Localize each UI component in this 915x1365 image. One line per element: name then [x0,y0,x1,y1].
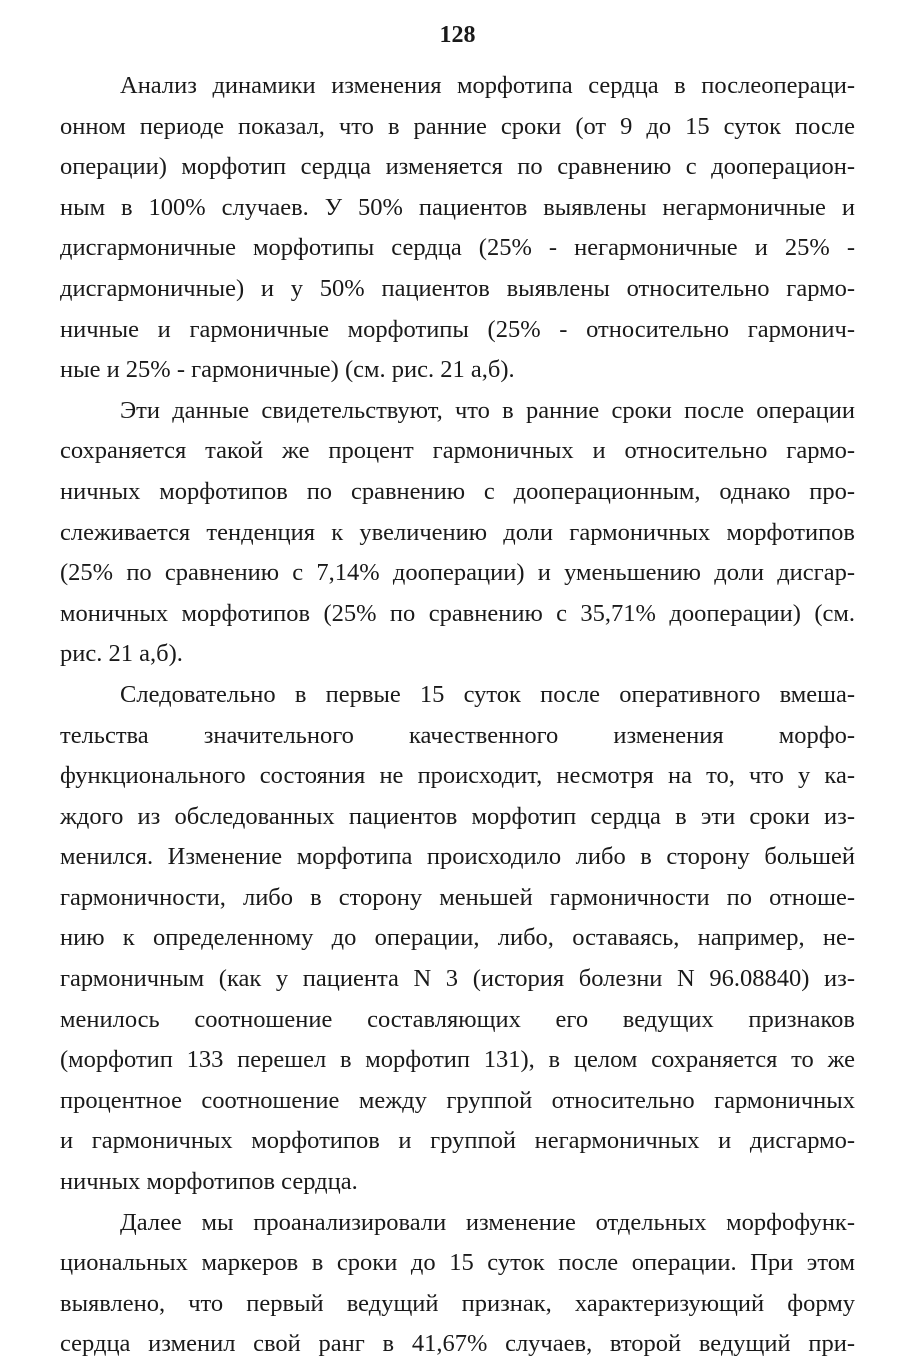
text-line: процентное соотношение между группой относительно гармоничных [60,1086,855,1114]
text-line: ждого из обследованных пациентов морфотип сердца в эти сроки из- [60,802,855,830]
text-line: сердца изменил свой ранг в 41,67% случаев, второй ведущий при- [60,1330,855,1358]
text-line: функционального состояния не происходит, несмотря на то, что у ка- [60,762,855,790]
text-line: моничных морфотипов (25% по сравнению с 35,71% дооперации) (см. [60,599,855,627]
text-line: Эти данные свидетельствуют, что в ранние сроки после операции [120,396,855,424]
text-line: менилось соотношение составляющих его ведущих признаков [60,1005,855,1033]
body-text [60,66,855,1365]
text-line: ничных морфотипов по сравнению с дооперационным, однако про- [60,477,855,505]
text-line: менился. Изменение морфотипа происходило либо в сторону большей [60,843,855,871]
text-line: циональных маркеров в сроки до 15 суток после операции. При этом [60,1249,855,1277]
text-line: и гармоничных морфотипов и группой негармоничных и дисгармо- [60,1127,855,1155]
text-line: (морфотип 133 перешел в морфотип 131), в целом сохраняется то же [60,1046,855,1074]
paragraph-3 [60,675,855,1203]
paragraph-2 [60,391,855,675]
text-line: операции) морфотип сердца изменяется по сравнению с дооперацион- [60,153,855,181]
page-number: 128 [439,22,476,48]
text-line: дисгармоничные) и у 50% пациентов выявлены относительно гармо- [60,274,855,302]
text-line: рис. 21 а,б). [60,640,183,668]
text-line: ничных морфотипов сердца. [60,1168,358,1196]
text-line: гармоничным (как у пациента N 3 (история болезни N 96.08840) из- [60,965,855,993]
text-line: онном периоде показал, что в ранние сроки (от 9 до 15 суток после [60,112,855,140]
text-line: Далее мы проанализировали изменение отдельных морфофунк- [120,1208,855,1236]
text-line: Анализ динамики изменения морфотипа сердца в послеопераци- [120,72,855,99]
text-line: ничные и гармоничные морфотипы (25% - относительно гармонич- [60,315,855,343]
text-line: Следовательно в первые 15 суток после оперативного вмеша- [120,680,855,708]
text-line: ным в 100% случаев. У 50% пациентов выявлены негармоничные и [60,193,855,221]
paragraph-4 [60,1203,855,1365]
text-line: (25% по сравнению с 7,14% дооперации) и уменьшению доли дисгар- [60,559,855,587]
text-line: выявлено, что первый ведущий признак, характеризующий форму [60,1289,855,1317]
text-line: слеживается тенденция к увеличению доли гармоничных морфотипов [60,518,855,546]
text-line: дисгармоничные морфотипы сердца (25% - негармоничные и 25% - [60,234,855,262]
text-line: тельства значительного качественного изменения морфо- [60,721,855,749]
text-line: нию к определенному до операции, либо, оставаясь, например, не- [60,924,855,952]
text-line: гармоничности, либо в сторону меньшей гармоничности по отноше- [60,883,855,911]
text-line: ные и 25% - гармоничные) (см. рис. 21 а,б). [60,356,515,384]
paragraph-1 [60,66,855,391]
text-line: сохраняется такой же процент гармоничных и относительно гармо- [60,437,855,465]
